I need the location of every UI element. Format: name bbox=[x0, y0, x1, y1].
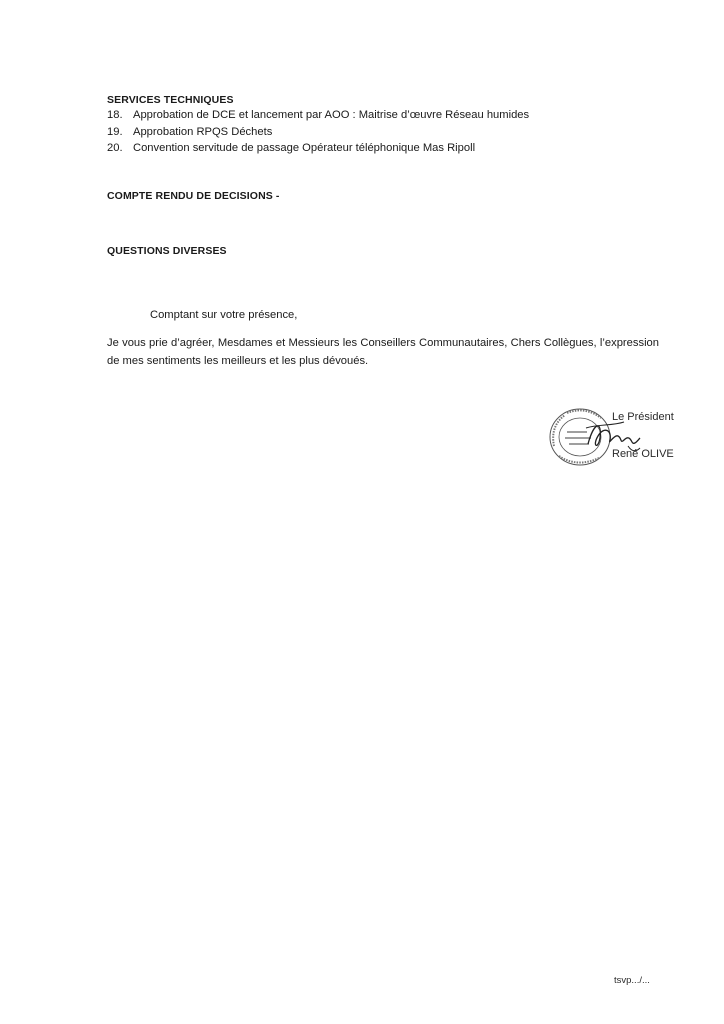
item-number: 18. bbox=[107, 109, 123, 121]
services-techniques-heading: SERVICES TECHNIQUES bbox=[107, 94, 234, 106]
item-text: Approbation RPQS Déchets bbox=[133, 125, 273, 138]
item-number: 20. bbox=[107, 142, 123, 154]
signatory-title: Le Président bbox=[612, 411, 674, 423]
item-text: Convention servitude de passage Opérateur téléphonique Mas Ripoll bbox=[133, 142, 476, 154]
list-item bbox=[107, 124, 529, 141]
letter-body: Je vous prie d’agréer, Mesdames et Messieurs les Conseillers Communautaires, Chers Collègues, l’expression de mes sentiments les meilleurs et les plus dévoués. bbox=[107, 337, 659, 367]
signatory-name: René OLIVE bbox=[612, 448, 674, 460]
compte-rendu-heading: COMPTE RENDU DE DECISIONS - bbox=[107, 190, 280, 202]
continuation-note: tsvp.../... bbox=[614, 975, 650, 986]
list-item bbox=[107, 107, 529, 124]
agenda-list bbox=[107, 107, 529, 157]
item-text: Approbation de DCE et lancement par AOO : Maitrise d’œuvre Réseau humides bbox=[133, 109, 530, 121]
closing-line: Comptant sur votre présence, bbox=[150, 309, 298, 321]
list-item bbox=[107, 140, 529, 157]
signature-block bbox=[542, 404, 672, 474]
item-number: 19. bbox=[107, 125, 123, 138]
questions-diverses-heading: QUESTIONS DIVERSES bbox=[107, 245, 227, 257]
